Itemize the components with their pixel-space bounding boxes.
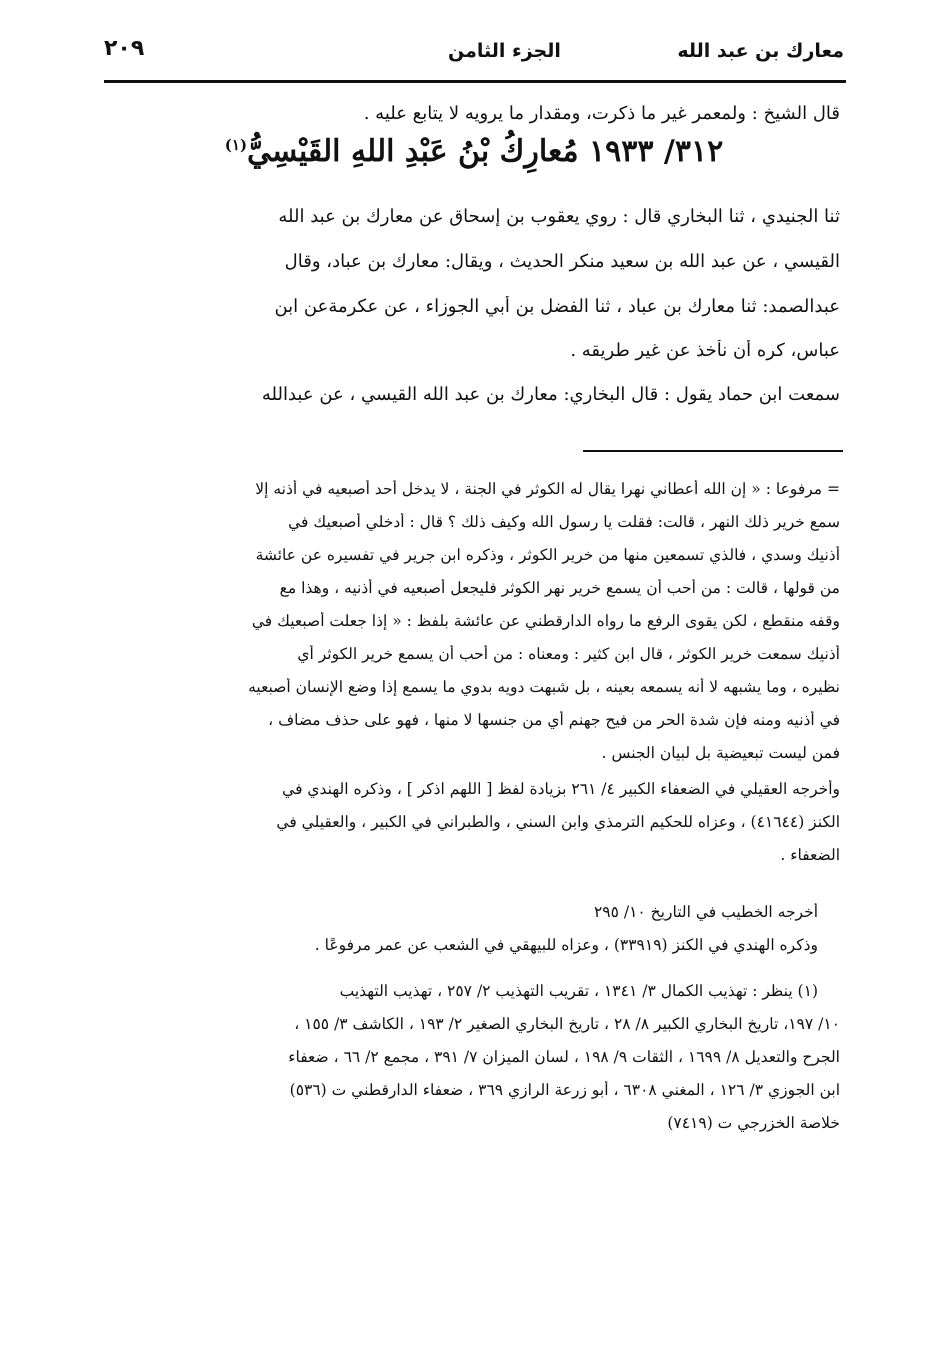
footnote-line: نظيره ، وما يشبهه لا أنه يسمعه بعينه ، بل شبهت دويه بدوي ما يسمع إذا وضع الإنسان أصبعيه [248,678,840,696]
text-line: ثنا الجنيدي ، ثنا البخاري قال : روي يعقوب بن إسحاق عن معارك بن عبد الله [278,206,840,227]
footnote-line: أذنيك سمعت خرير الكوثر ، قال ابن كثير : ومعناه : من أحب أن يسمع خرير الكوثر أي [297,645,840,663]
text-line: سمعت ابن حماد يقول : قال البخاري: معارك بن عبد الله القيسي ، عن عبدالله [261,384,840,405]
entry-name: مُعارِكُ بْنُ عَبْدِ اللهِ القَيْسِيُّ [247,134,579,169]
footnote-line: = مرفوعا : « إن الله أعطاني نهرا يقال له الكوثر في الجنة ، لا يدخل أحد أصبعيه في أذنه إلا [255,480,840,498]
entry-heading [104,134,844,169]
footnote-line: وقفه منقطع ، لكن يقوى الرفع ما رواه الدارقطني عن عائشة بلفظ : « إذا جعلت أصبعيك في [251,612,840,630]
footnote-line: ابن الجوزي ٣/ ١٢٦ ، المغني ٦٣٠٨ ، أبو زرعة الرازي ٣٦٩ ، ضعفاء الدارقطني ت (٥٣٦) [289,1081,840,1099]
footnote-line: ١٠/ ١٩٧، تاريخ البخاري الكبير ٨/ ٢٨ ، تاريخ البخاري الصغير ٢/ ١٩٣ ، الكاشف ٣/ ١٥٥ ، [294,1015,840,1033]
footnote-line: وأخرجه العقيلي في الضعفاء الكبير ٤/ ٢٦١ بزيادة لفظ [ اللهم اذكر ] ، وذكره الهندي في [282,780,840,798]
text-line: عبدالصمد: ثنا معارك بن عباد ، ثنا الفضل بن أبي الجوزاء ، عن عكرمةعن ابن [274,296,840,317]
text-line: القيسي ، عن عبد الله بن سعيد منكر الحديث ، ويقال: معارك بن عباد، وقال [284,251,840,272]
page-header [104,34,844,74]
footnote-line: (١) ينظر : تهذيب الكمال ٣/ ١٣٤١ ، تقريب التهذيب ٢/ ٢٥٧ ، تهذيب التهذيب [339,982,818,1000]
footnote-line: أذنيك وسدي ، فالذي تسمعين منها من خرير الكوثر ، وذكره ابن جرير في تفسيره عن عائشة [255,546,840,564]
footnote-line: خلاصة الخزرجي ت (٧٤١٩) [667,1114,840,1132]
intro-line: قال الشيخ : ولمعمر غير ما ذكرت، ومقدار ما يرويه لا يتابع عليه . [363,103,840,124]
footnote-line: في أذنيه ومنه فإن شدة الحر من فيح جهنم أي من جنسها لا منها ، فهو على حذف مضاف ، [268,711,840,729]
footnote-line: أخرجه الخطيب في التاريخ ١٠/ ٢٩٥ [593,903,818,921]
footnote-line: الضعفاء . [780,846,840,864]
entry-number: ٣١٢/ ١٩٣٣ [589,134,724,169]
text-line: عباس، كره أن نأخذ عن غير طريقه . [570,340,840,361]
footnote-line: الجرح والتعديل ٨/ ١٦٩٩ ، الثقات ٩/ ١٩٨ ، لسان الميزان ٧/ ٣٩١ ، مجمع ٢/ ٦٦ ، ضعفاء [288,1048,840,1066]
footnote-line: من قولها ، قالت : من أحب أن يسمع خرير نهر الكوثر فليجعل أصبعيه في أذنيه ، وهذا مع [279,579,840,597]
header-divider [104,80,846,83]
page-number: ٢٠٩ [104,36,145,61]
footnote-line: سمع خرير ذلك النهر ، قالت: فقلت يا رسول الله وكيف ذلك ؟ قال : أدخلي أصبعيك في [288,513,840,531]
footnote-divider [583,450,843,452]
entry-footnote-ref: (١) [224,136,248,154]
footnote-line: وذكره الهندي في الكنز (٣٣٩١٩) ، وعزاه للبيهقي في الشعب عن عمر مرفوعًا . [314,936,818,954]
volume-title: الجزء الثامن [448,40,561,62]
footnote-line: فمن ليست تبعيضية بل لبيان الجنس . [601,744,840,762]
running-title: معارك بن عبد الله [677,40,844,62]
footnote-line: الكنز (٤١٦٤٤) ، وعزاه للحكيم الترمذي وابن السني ، والطبراني في الكبير ، والعقيلي في [276,813,840,831]
